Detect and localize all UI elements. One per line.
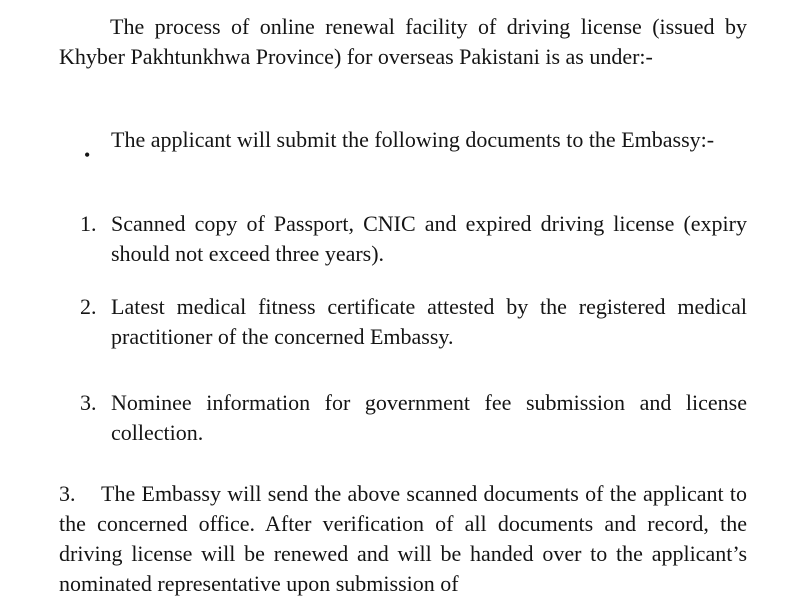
list-item-text: Scanned copy of Passport, CNIC and expired driving license (expiry should not exceed three years).: [111, 211, 747, 266]
list-item-number: 2.: [80, 294, 97, 319]
paragraph-number: 3.: [59, 481, 76, 506]
intro-paragraph: The process of online renewal facility of driving license (issued by Khyber Pakhtunkhwa Province) for overseas Pakistani is as under:-: [59, 14, 747, 69]
bullet-text: The applicant will submit the following documents to the Embassy:-: [111, 127, 715, 152]
bullet-point-icon: •: [84, 145, 91, 165]
paragraph-text: The Embassy will send the above scanned documents of the applicant to the concerned office. After verification of all documents and record, the driving license will be renewed and will be handed over to the applicant’s nominated representative upon submission of: [59, 481, 747, 596]
list-item-text: Nominee information for government fee submission and license collection.: [111, 390, 747, 445]
list-item-number: 1.: [80, 211, 97, 236]
list-item-text: Latest medical fitness certificate attested by the registered medical practitioner of the concerned Embassy.: [111, 294, 747, 349]
list-item-number: 3.: [80, 390, 97, 415]
